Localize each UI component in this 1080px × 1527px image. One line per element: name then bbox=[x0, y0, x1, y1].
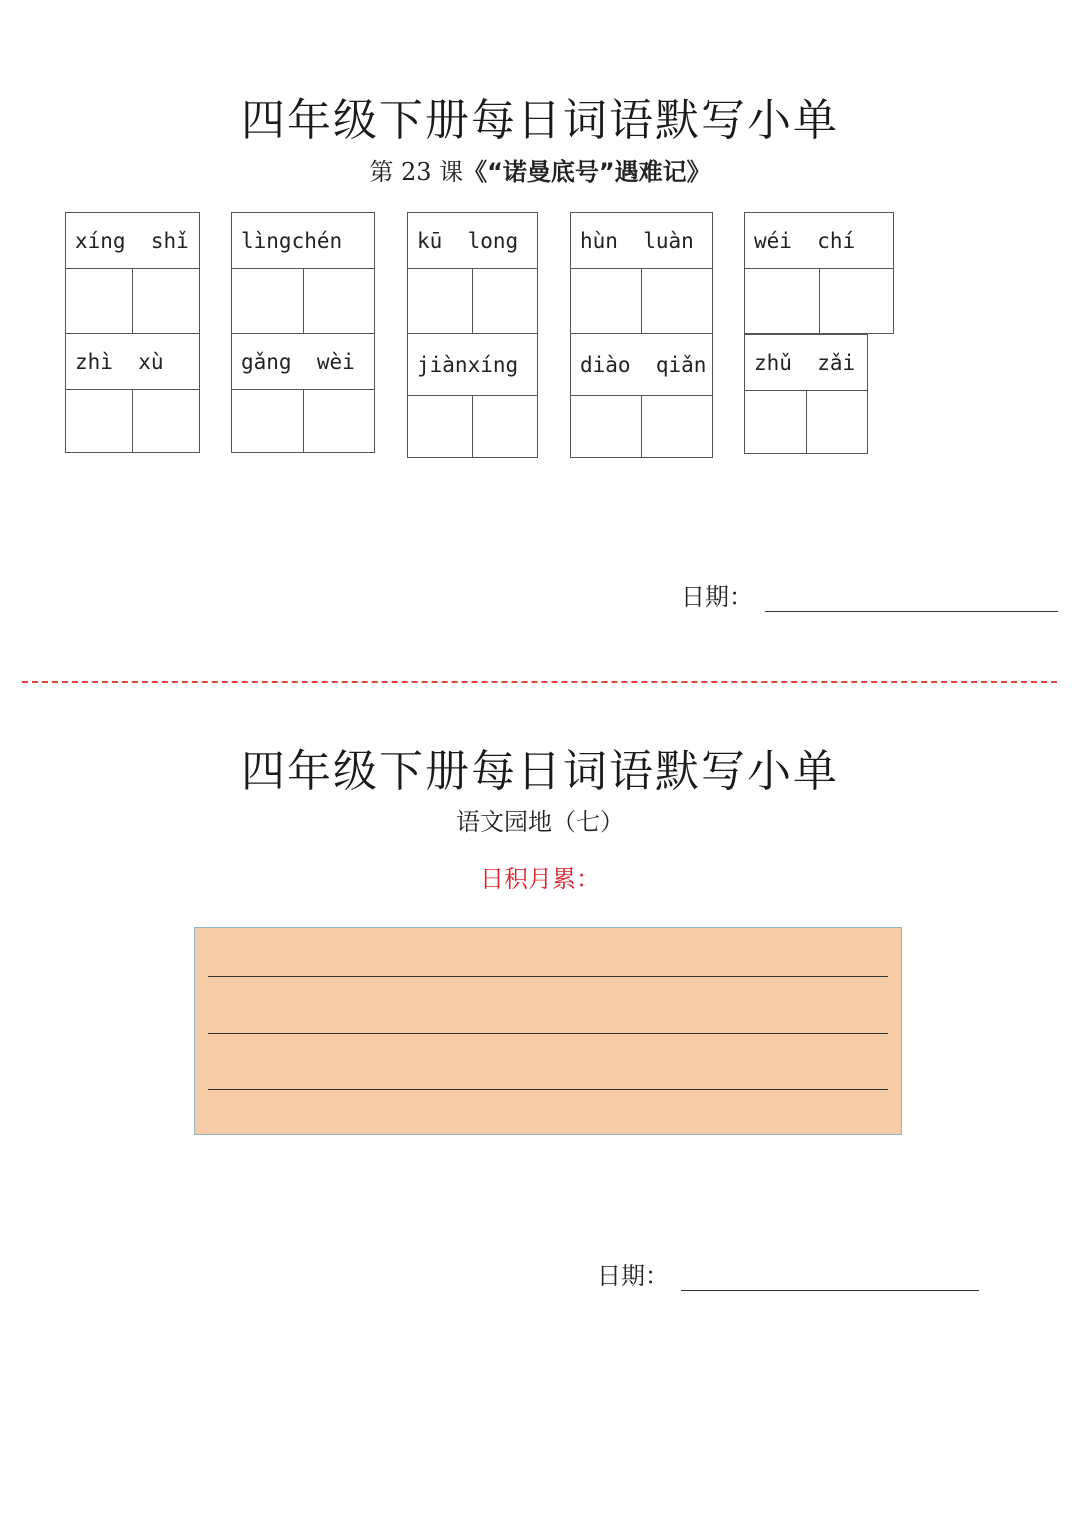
word-box-6 bbox=[65, 333, 200, 453]
cut-line-divider bbox=[22, 681, 1057, 683]
word-box-10 bbox=[744, 334, 868, 454]
date-label: 日期： bbox=[597, 1262, 669, 1290]
writing-cell[interactable] bbox=[303, 390, 375, 452]
writing-cell[interactable] bbox=[132, 390, 199, 452]
word-box-2 bbox=[231, 212, 375, 334]
writing-cell[interactable] bbox=[472, 269, 537, 333]
writing-cell[interactable] bbox=[408, 396, 472, 457]
lesson-number: 第 23 课 bbox=[369, 158, 464, 186]
word-box-1 bbox=[65, 212, 200, 334]
date-blank[interactable] bbox=[765, 589, 1058, 612]
pinyin-label: wéi chí bbox=[745, 213, 893, 269]
writing-cell[interactable] bbox=[745, 391, 806, 453]
pinyin-label: gǎng wèi bbox=[232, 334, 374, 390]
section-label: 日积月累： bbox=[480, 865, 600, 893]
writing-cell[interactable] bbox=[132, 269, 199, 333]
word-box-5 bbox=[744, 212, 894, 334]
word-box-7 bbox=[231, 333, 375, 453]
writing-cell[interactable] bbox=[66, 390, 132, 452]
pinyin-label: hùn luàn bbox=[571, 213, 712, 269]
pinyin-label: diào qiǎn bbox=[571, 334, 712, 396]
date-row-2 bbox=[597, 1256, 979, 1291]
writing-cell[interactable] bbox=[641, 269, 712, 333]
pinyin-label: lìngchén bbox=[232, 213, 374, 269]
writing-cell[interactable] bbox=[66, 269, 132, 333]
word-box-9 bbox=[570, 333, 713, 458]
answer-line[interactable] bbox=[208, 1089, 888, 1090]
answer-line[interactable] bbox=[208, 976, 888, 977]
date-label: 日期： bbox=[681, 583, 753, 611]
writing-cell[interactable] bbox=[806, 391, 868, 453]
writing-cell[interactable] bbox=[571, 269, 641, 333]
writing-cell[interactable] bbox=[571, 396, 641, 457]
pinyin-label: jiànxíng bbox=[408, 334, 537, 396]
writing-cell[interactable] bbox=[641, 396, 712, 457]
pinyin-label: xíng shǐ bbox=[66, 213, 199, 269]
sheet2-title: 四年级下册每日词语默写小单 bbox=[241, 746, 839, 797]
sheet1-title: 四年级下册每日词语默写小单 bbox=[241, 95, 839, 146]
pinyin-label: zhì xù bbox=[66, 334, 199, 390]
date-blank[interactable] bbox=[681, 1268, 979, 1291]
word-box-4 bbox=[570, 212, 713, 334]
word-box-3 bbox=[407, 212, 538, 334]
answer-panel bbox=[194, 927, 902, 1135]
sheet2-subtitle: 语文园地（七） bbox=[456, 808, 624, 836]
writing-cell[interactable] bbox=[303, 269, 375, 333]
date-row-1 bbox=[681, 577, 1058, 612]
pinyin-label: kū long bbox=[408, 213, 537, 269]
writing-cell[interactable] bbox=[232, 390, 303, 452]
word-box-8 bbox=[407, 333, 538, 458]
writing-cell[interactable] bbox=[472, 396, 537, 457]
answer-line[interactable] bbox=[208, 1033, 888, 1034]
pinyin-label: zhǔ zǎi bbox=[745, 335, 867, 391]
writing-cell[interactable] bbox=[819, 269, 894, 333]
writing-cell[interactable] bbox=[232, 269, 303, 333]
writing-cell[interactable] bbox=[408, 269, 472, 333]
lesson-title bbox=[0, 152, 1080, 187]
writing-cell[interactable] bbox=[745, 269, 819, 333]
lesson-name: 《“诺曼底号”遇难记》 bbox=[463, 158, 711, 186]
